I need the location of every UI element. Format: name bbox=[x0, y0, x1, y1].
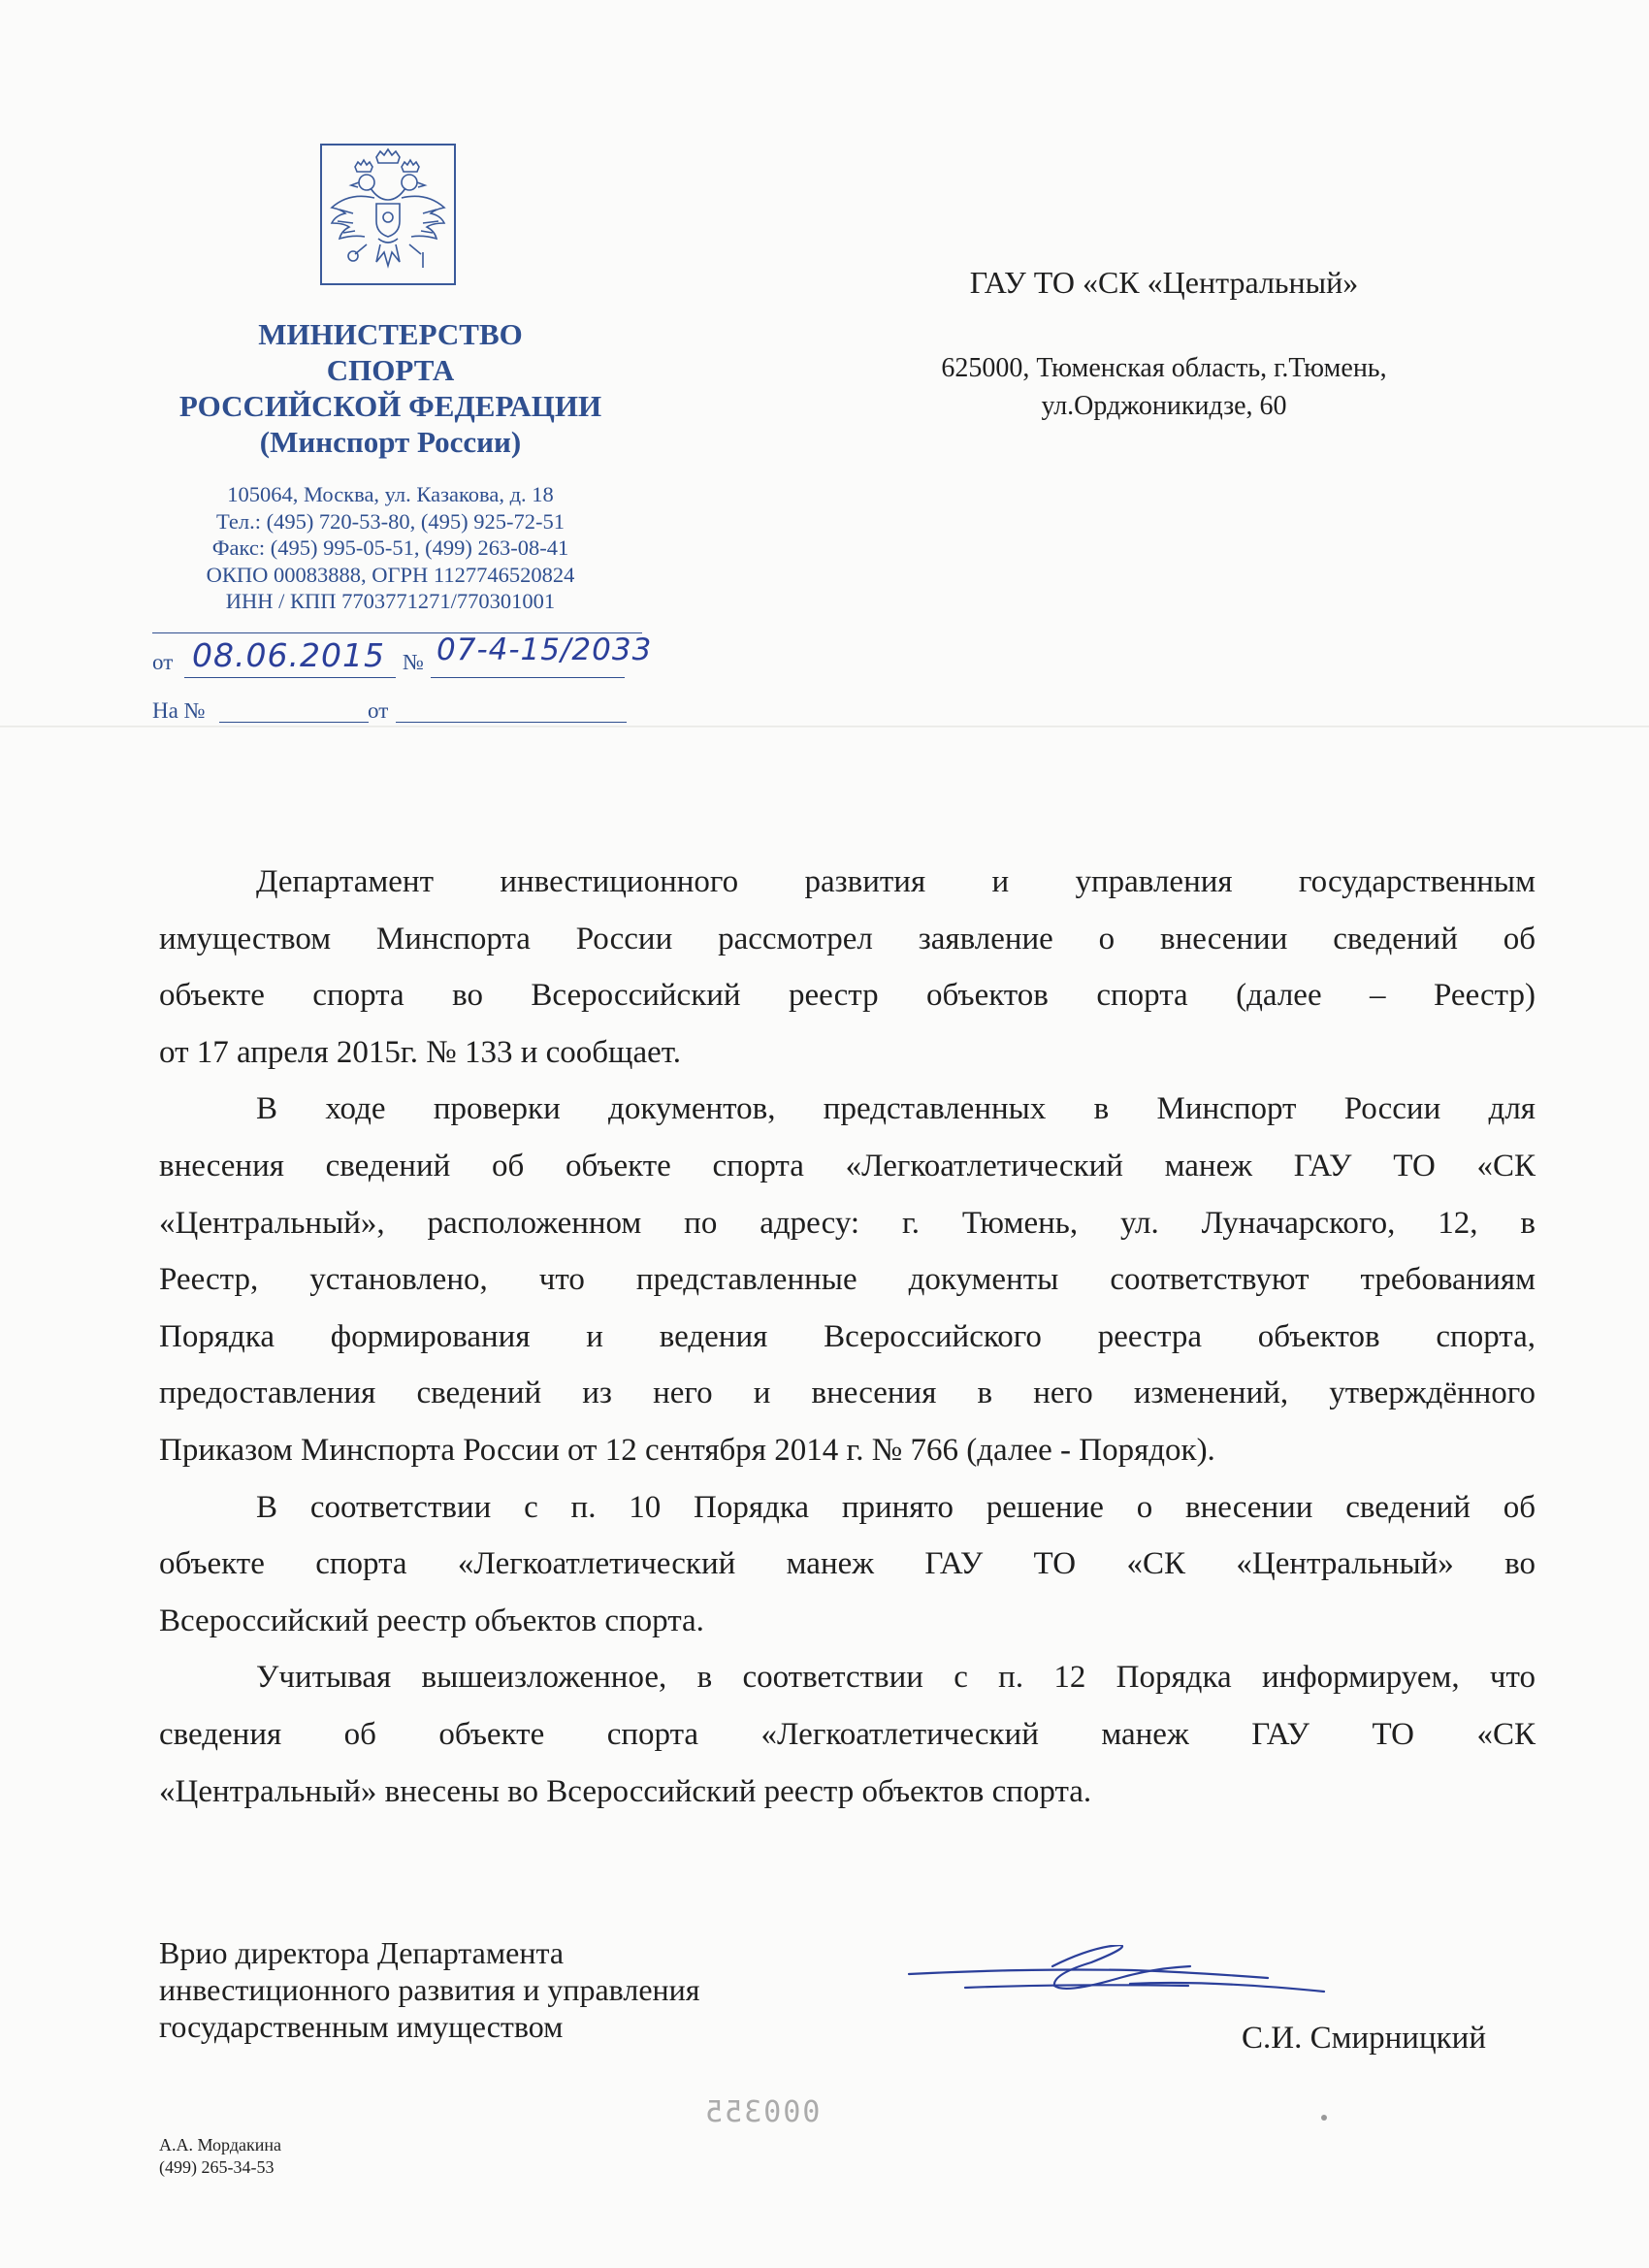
requisite-line: Тел.: (495) 720-53-80, (495) 925-72-51 bbox=[215, 508, 566, 534]
requisite-line: 105064, Москва, ул. Казакова, д. 18 bbox=[227, 482, 554, 506]
text-line: Порядка формирования и ведения Всероссийского реестра объектов спорта, bbox=[159, 1318, 1536, 1354]
date-underline bbox=[184, 677, 396, 678]
date-label: от bbox=[152, 650, 174, 674]
number-underline bbox=[431, 677, 625, 678]
paragraph bbox=[159, 1649, 1536, 1820]
ref-number-underline bbox=[219, 722, 369, 723]
text-line: Учитывая вышеизложенное, в соответствии с п. 12 Порядка информируем, что bbox=[256, 1660, 1536, 1696]
registration-stamp-number: 000355 bbox=[703, 2095, 821, 2129]
ministry-name bbox=[146, 316, 635, 460]
text-line: «Центральный», расположенном по адресу: г. Тюмень, ул. Луначарского, 12, в bbox=[159, 1205, 1536, 1241]
requisite-line: ИНН / КПП 7703771271/770301001 bbox=[225, 589, 556, 613]
text-line: внесения сведений об объекте спорта «Легкоатлетический манеж ГАУ ТО «СК bbox=[159, 1148, 1536, 1183]
address-line: ул.Орджоникидзе, 60 bbox=[1041, 391, 1287, 421]
ministry-line: МИНИСТЕРСТВО bbox=[258, 317, 523, 351]
paragraph bbox=[159, 1479, 1536, 1650]
paper-fold-line bbox=[0, 726, 1649, 728]
requisite-line: ОКПО 00083888, ОГРН 1127746520824 bbox=[206, 562, 575, 587]
executor-name: А.А. Мордакина bbox=[159, 2135, 281, 2155]
ref-from-label: от bbox=[368, 698, 389, 723]
text-line: В ходе проверки документов, представленных в Минспорт России для bbox=[256, 1091, 1536, 1127]
signatory-name: С.И. Смирницкий bbox=[1242, 2021, 1486, 2056]
position-line: государственным имуществом bbox=[159, 2009, 564, 2044]
letter-body bbox=[159, 854, 1536, 1820]
position-line: инвестиционного развития и управления bbox=[159, 1972, 700, 2007]
handwritten-number: 07-4-15/2033 bbox=[436, 632, 653, 667]
addressee-address bbox=[854, 349, 1474, 425]
ref-date-underline bbox=[396, 722, 627, 723]
ministry-requisites bbox=[146, 481, 635, 615]
number-label: № bbox=[403, 650, 424, 674]
coat-of-arms-icon bbox=[320, 144, 456, 285]
text-line: В соответствии с п. 10 Порядка принято решение о внесении сведений об bbox=[256, 1489, 1536, 1525]
executor-phone: (499) 265-34-53 bbox=[159, 2157, 275, 2177]
ministry-line: РОССИЙСКОЙ ФЕДЕРАЦИИ bbox=[178, 389, 602, 423]
text-line: объекте спорта «Легкоатлетический манеж ГАУ ТО «СК «Центральный» во bbox=[159, 1546, 1536, 1582]
paragraph bbox=[159, 854, 1536, 1081]
addressee-name: ГАУ ТО «СК «Центральный» bbox=[969, 265, 1359, 300]
handwritten-date: 08.06.2015 bbox=[192, 636, 385, 674]
text-line: от 17 апреля 2015г. № 133 и сообщает. bbox=[159, 1034, 681, 1070]
ref-label: На № bbox=[152, 698, 206, 723]
text-line: сведения об объекте спорта «Легкоатлетический манеж ГАУ ТО «СК bbox=[159, 1716, 1536, 1752]
requisite-line: Факс: (495) 995-05-51, (499) 263-08-41 bbox=[211, 535, 569, 560]
scan-speck bbox=[1321, 2115, 1327, 2121]
ministry-line: (Минспорт России) bbox=[259, 425, 522, 459]
address-line: 625000, Тюменская область, г.Тюмень, bbox=[941, 353, 1387, 383]
ministry-line: СПОРТА bbox=[326, 353, 455, 387]
paragraph bbox=[159, 1081, 1536, 1478]
text-line: Приказом Минспорта России от 12 сентября 2014 г. № 766 (далее - Порядок). bbox=[159, 1432, 1215, 1468]
signatory-position bbox=[159, 1934, 700, 2045]
text-line: предоставления сведений из него и внесения в него изменений, утверждённого bbox=[159, 1376, 1536, 1411]
text-line: объекте спорта во Всероссийский реестр объектов спорта (далее – Реестр) bbox=[159, 978, 1536, 1014]
text-line: Реестр, установлено, что представленные документы соответствуют требованиям bbox=[159, 1262, 1536, 1298]
executor-info bbox=[159, 2134, 281, 2179]
handwritten-signature bbox=[907, 1945, 1343, 2032]
text-line: Всероссийский реестр объектов спорта. bbox=[159, 1603, 704, 1638]
text-line: Департамент инвестиционного развития и управления государственным bbox=[256, 864, 1536, 899]
position-line: Врио директора Департамента bbox=[159, 1935, 565, 1970]
text-line: имуществом Минспорта России рассмотрел заявление о внесении сведений об bbox=[159, 921, 1536, 956]
text-line: «Центральный» внесены во Всероссийский реестр объектов спорта. bbox=[159, 1773, 1092, 1809]
